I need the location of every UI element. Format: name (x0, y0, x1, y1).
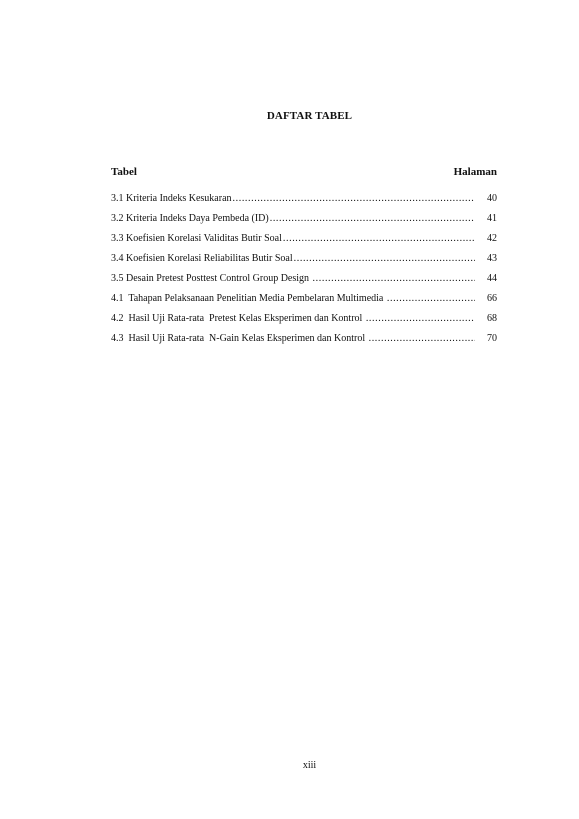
toc-entry (111, 192, 497, 212)
toc-leader-dots (387, 292, 475, 305)
toc-entry-label: 4.3 Hasil Uji Rata-rata N-Gain Kelas Eksperimen dan Kontrol (111, 333, 368, 344)
toc-entry-page: 68 (487, 313, 497, 324)
toc-entry (111, 332, 497, 352)
column-header-table: Tabel (111, 166, 137, 178)
page-title: DAFTAR TABEL (266, 110, 353, 122)
toc-entry-label: 3.5 Desain Pretest Posttest Control Group Design (111, 273, 312, 284)
toc-entry-page: 44 (487, 273, 497, 284)
toc-entry-page: 42 (487, 233, 497, 244)
toc-entry (111, 232, 497, 252)
toc-entry (111, 252, 497, 272)
toc-entry-page: 66 (487, 293, 497, 304)
toc-entry-label: 3.4 Koefisien Korelasi Reliabilitas Butir Soal (111, 253, 293, 264)
toc-entry-label: 3.2 Kriteria Indeks Daya Pembeda (ID) (111, 213, 269, 224)
toc-entry (111, 292, 497, 312)
toc-entry-page: 43 (487, 253, 497, 264)
toc-leader-dots (233, 192, 475, 205)
toc-leader-dots (366, 312, 475, 325)
toc-entry (111, 272, 497, 292)
page-number: xiii (302, 760, 317, 771)
column-header-page: Halaman (453, 166, 497, 178)
toc-entry-page: 70 (487, 333, 497, 344)
toc-leader-dots (369, 332, 475, 345)
toc-leader-dots (313, 272, 475, 285)
toc-entry-label: 3.1 Kriteria Indeks Kesukaran (111, 193, 232, 204)
toc-entry-label: 4.2 Hasil Uji Rata-rata Pretest Kelas Eksperimen dan Kontrol (111, 313, 365, 324)
toc-entry-page: 41 (487, 213, 497, 224)
toc-leader-dots (283, 232, 475, 245)
toc-entry (111, 312, 497, 332)
toc-entry-label: 3.3 Koefisien Korelasi Validitas Butir Soal (111, 233, 282, 244)
toc-entry-label: 4.1 Tahapan Pelaksanaan Penelitian Media Pembelaran Multimedia (111, 293, 386, 304)
toc-leader-dots (270, 212, 475, 225)
table-of-tables (111, 192, 497, 352)
toc-entry-page: 40 (487, 193, 497, 204)
toc-leader-dots (294, 252, 475, 265)
toc-entry (111, 212, 497, 232)
